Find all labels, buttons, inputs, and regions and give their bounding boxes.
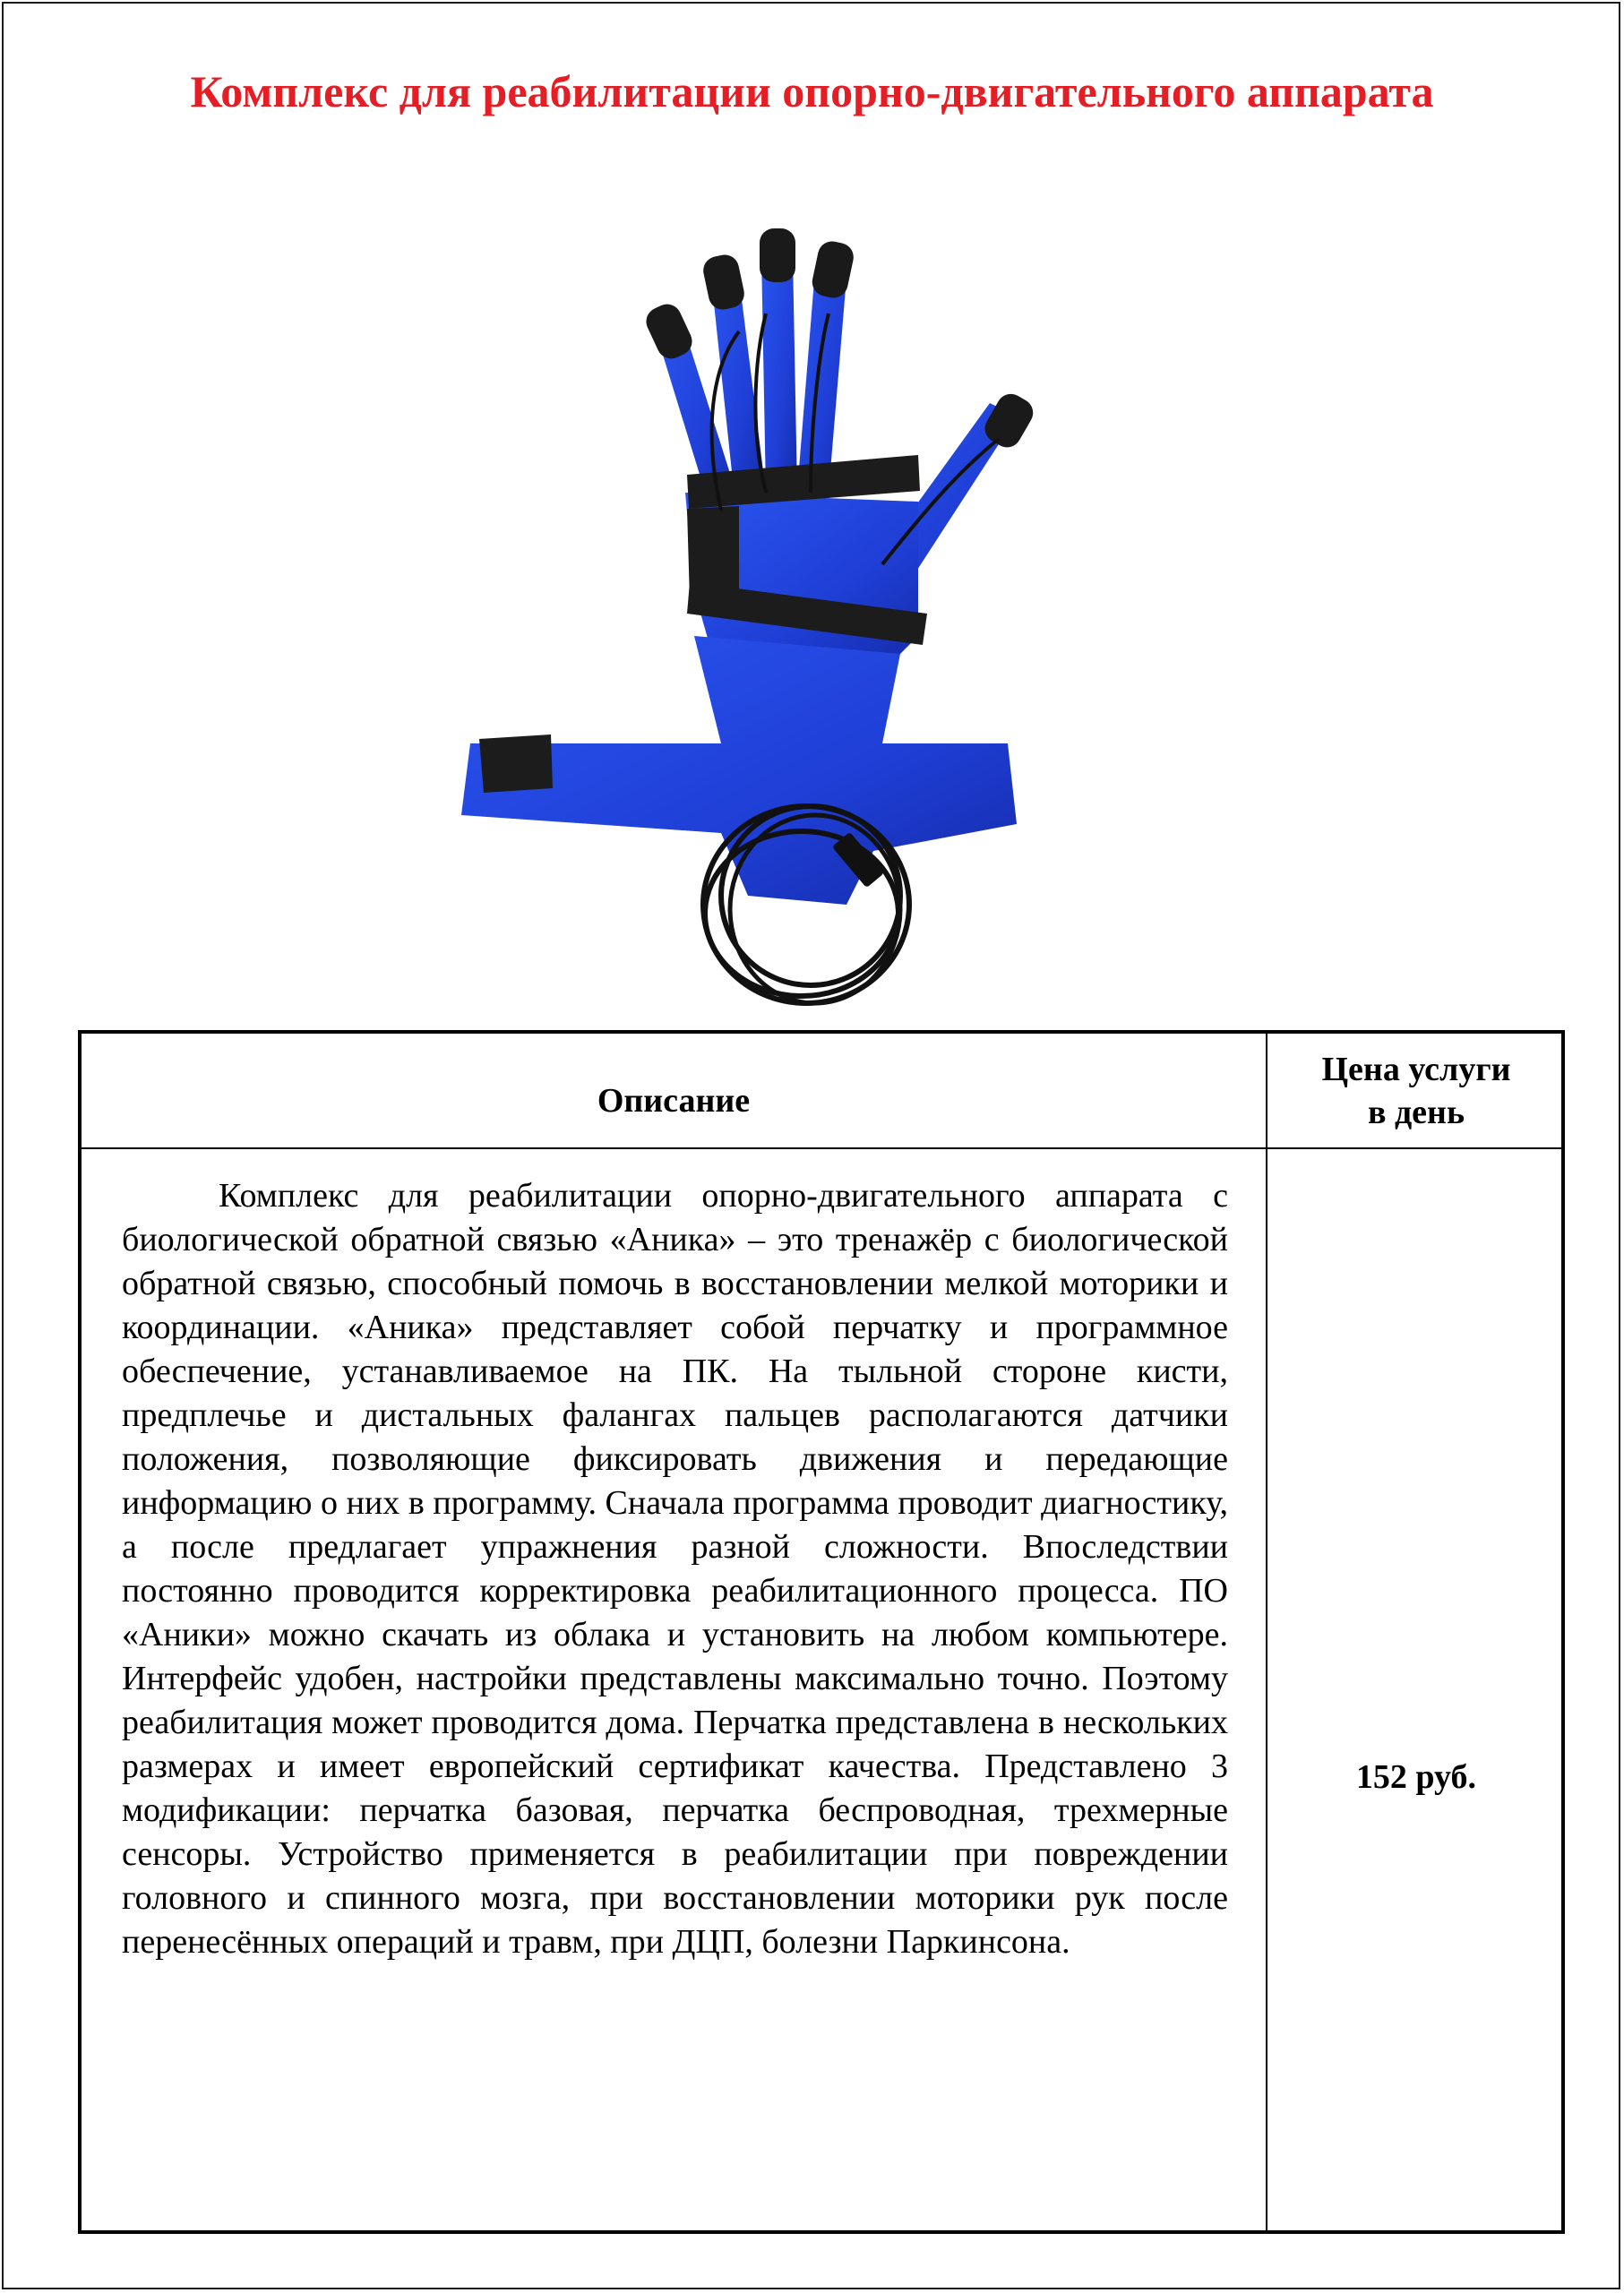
header-description: Описание [597, 1081, 751, 1120]
service-table [78, 1030, 1565, 2234]
header-price [1267, 1034, 1565, 1147]
description-text: Комплекс для реабилитации опорно-двигательного аппарата с биологической обратной связью «Аника» – это тренажёр с биологической обратной связью, способный помочь в восстановлении мелкой моторики и координации. «Аника» представляет собой перчатку и программное обеспечение, устанавливаемое на ПК. На тыльной стороне кисти, предплечье и дистальных фалангах пальцев располагаются датчики положения, позволяющие фиксировать движения и передающие информацию о них в программу. Сначала программа проводит диагностику, а после предлагает упражнения разной сложности. Впоследствии постоянно проводится корректировка реабилитационного процесса. ПО «Аники» можно скачать из облака и установить на любом компьютере. Интерфейс удобен, настройки представлены максимально точно. Поэтому реабилитация может проводится дома. Перчатка представлена в нескольких размерах и имеет европейский сертификат качества. Представлено 3 модификации: перчатка базовая, перчатка беспроводная, трехмерные сенсоры. Устройство применяется в реабилитации при повреждении головного и спинного мозга, при восстановлении моторики рук после перенесённых операций и травм, при ДЦП, болезни Паркинсона. [122, 1177, 1228, 1961]
header-price-label: Цена услуги в день [1321, 1050, 1511, 1131]
page-title: Комплекс для реабилитации опорно-двигательного аппарата [190, 66, 1434, 116]
rehab-glove-image [452, 206, 1097, 1030]
price-value: 152 руб. [1355, 1758, 1477, 1796]
